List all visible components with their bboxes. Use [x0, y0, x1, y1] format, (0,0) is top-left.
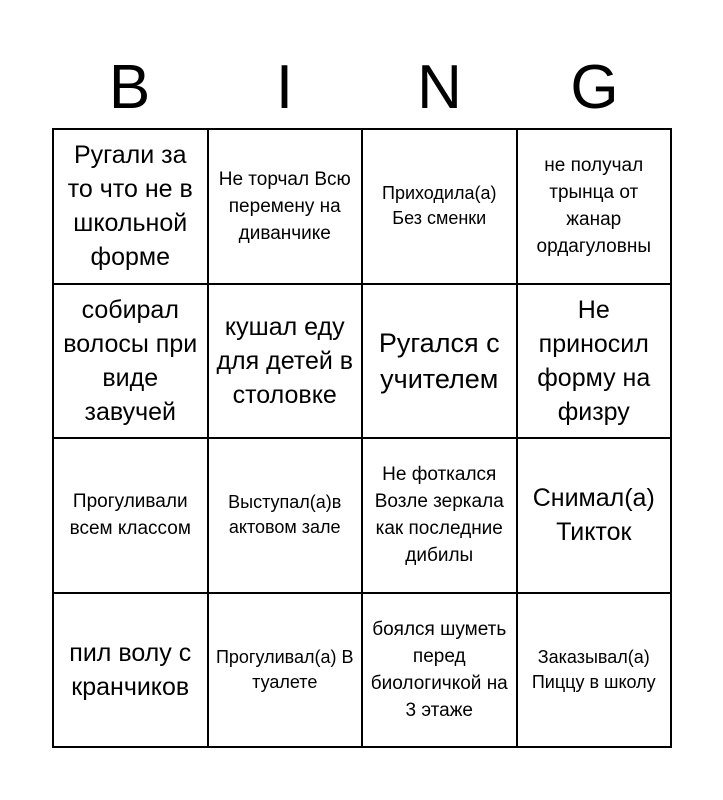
bingo-cell-text: Не приносил форму на физру [537, 295, 651, 426]
bingo-cell-r2c2[interactable] [209, 285, 364, 440]
bingo-cell-r1c1[interactable] [54, 130, 209, 285]
header-letter-i: I [275, 53, 294, 122]
bingo-cell-r1c2[interactable] [209, 130, 364, 285]
bingo-cell-text: Прогуливали всем классом [69, 491, 191, 540]
bingo-cell-text: Не фоткался Возле зеркала как последние дибилы [374, 464, 504, 567]
bingo-cell-text: пил волу с кранчиков [69, 638, 192, 701]
header-letter-b: B [108, 53, 151, 122]
bingo-cell-text: собирал волосы при виде завучей [63, 295, 198, 426]
bingo-cell-r4c2[interactable] [209, 594, 364, 749]
header-letter-n: N [417, 53, 462, 122]
bingo-cell-text: кушал еду для детей в столовке [216, 312, 354, 409]
bingo-cell-r3c4[interactable] [518, 439, 673, 594]
bingo-cell-text: Заказывал(а) Пиццу в школу [531, 646, 656, 692]
bingo-cell-text: Выступал(а)в актовом зале [228, 492, 342, 538]
bingo-cell-text: Приходила(а) Без сменки [382, 183, 497, 229]
bingo-cell-text: не получал трынца от жанар ордагуловны [536, 155, 651, 258]
bingo-cell-r4c3[interactable] [363, 594, 518, 749]
bingo-cell-text: Не торчал Всю перемену на диванчике [218, 168, 351, 244]
bingo-cell-r2c1[interactable] [54, 285, 209, 440]
bingo-header [52, 48, 672, 128]
bingo-cell-r3c3[interactable] [363, 439, 518, 594]
bingo-board [52, 128, 672, 748]
bingo-cell-r1c4[interactable] [518, 130, 673, 285]
bingo-cell-r3c2[interactable] [209, 439, 364, 594]
bingo-cell-text: Прогуливал(а) В туалете [215, 646, 354, 692]
bingo-cell-text: Ругался с учителем [378, 327, 500, 394]
bingo-cell-text: боялся шуметь перед биологичкой на 3 этаже [370, 618, 508, 721]
bingo-cell-text: Снимал(а) Тикток [532, 484, 655, 547]
bingo-cell-r1c3[interactable] [363, 130, 518, 285]
bingo-cell-r4c4[interactable] [518, 594, 673, 749]
bingo-cell-text: Ругали за то что не в школьной форме [67, 141, 193, 272]
bingo-cell-r4c1[interactable] [54, 594, 209, 749]
bingo-cell-r2c4[interactable] [518, 285, 673, 440]
header-letter-g: G [570, 53, 619, 122]
bingo-cell-r2c3[interactable] [363, 285, 518, 440]
bingo-cell-r3c1[interactable] [54, 439, 209, 594]
